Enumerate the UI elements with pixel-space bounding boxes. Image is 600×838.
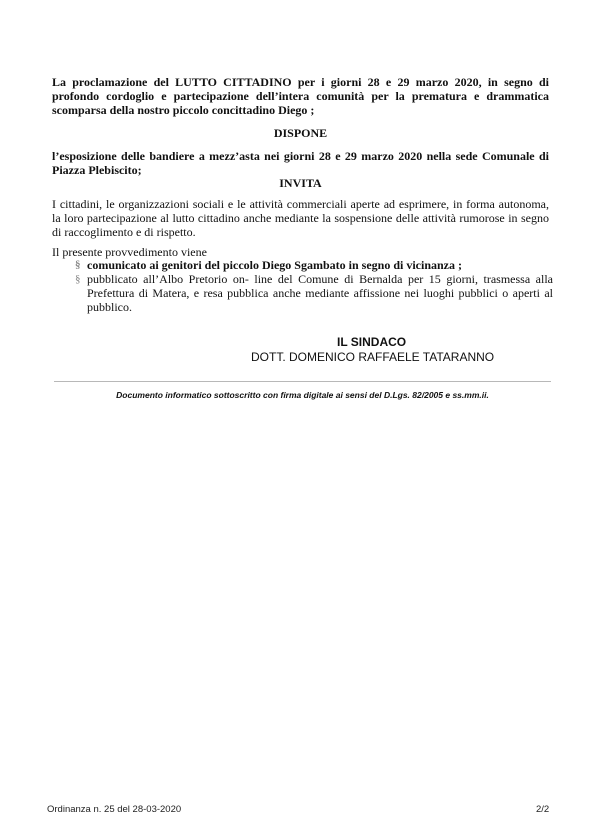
dispone-line-1: l’esposizione delle bandiere a mezz’asta nei giorni 28 e 29 marzo 2020 nella sede Comunale di (52, 149, 549, 163)
footnote-divider (54, 381, 551, 382)
section-bullet-icon: § (75, 259, 81, 271)
proclamation-line-1: La proclamazione del LUTTO CITTADINO per i giorni 28 e 29 marzo 2020, in segno di (52, 75, 549, 89)
section-bullet-icon: § (75, 273, 81, 285)
digital-signature-footnote: Documento informatico sottoscritto con firma digitale ai sensi del D.Lgs. 82/2005 e ss.mm.ii. (116, 390, 489, 400)
invita-paragraph (52, 197, 549, 239)
invita-line-2: la loro partecipazione al lutto cittadino anche mediante la sospensione delle attività rumorose in segno (52, 211, 549, 225)
proclamation-paragraph (52, 75, 549, 117)
list-item (75, 258, 553, 272)
dispone-heading: DISPONE (273, 126, 328, 140)
dispone-line-2: Piazza Plebiscito; (52, 163, 142, 177)
provvedimento-item-2-line-2: Prefettura di Matera, e resa pubblica anche mediante affissione nei luoghi pubblici o aperti al (87, 286, 553, 300)
list-item (75, 272, 553, 314)
signature-title: IL SINDACO (337, 335, 407, 349)
page-number: 2/2 (536, 804, 550, 815)
invita-heading: INVITA (279, 176, 322, 190)
signature-name: DOTT. DOMENICO RAFFAELE TATARANNO (251, 350, 495, 364)
invita-line-1: I cittadini, le organizzazioni sociali e le attività commerciali aperte ad esprimere, in forma autonoma, (52, 197, 549, 211)
proclamation-line-3: scomparsa della nostro piccolo concittadino Diego ; (52, 103, 315, 117)
provvedimento-item-2-line-3: pubblico. (87, 300, 132, 314)
invita-line-3: di raccoglimento e di rispetto. (52, 225, 196, 239)
dispone-paragraph (52, 149, 549, 177)
provvedimento-item-1: comunicato ai genitori del piccolo Diego Sgambato in segno di vicinanza ; (87, 258, 462, 272)
provvedimento-intro: Il presente provvedimento viene (52, 245, 207, 259)
provvedimento-item-2-line-1: pubblicato all’Albo Pretorio on- line del Comune di Bernalda per 15 giorni, trasmessa alla (87, 272, 553, 286)
proclamation-line-2: profondo cordoglio e partecipazione dell’intera comunità per la prematura e drammatica (52, 89, 549, 103)
ordinance-reference: Ordinanza n. 25 del 28-03-2020 (47, 804, 182, 815)
